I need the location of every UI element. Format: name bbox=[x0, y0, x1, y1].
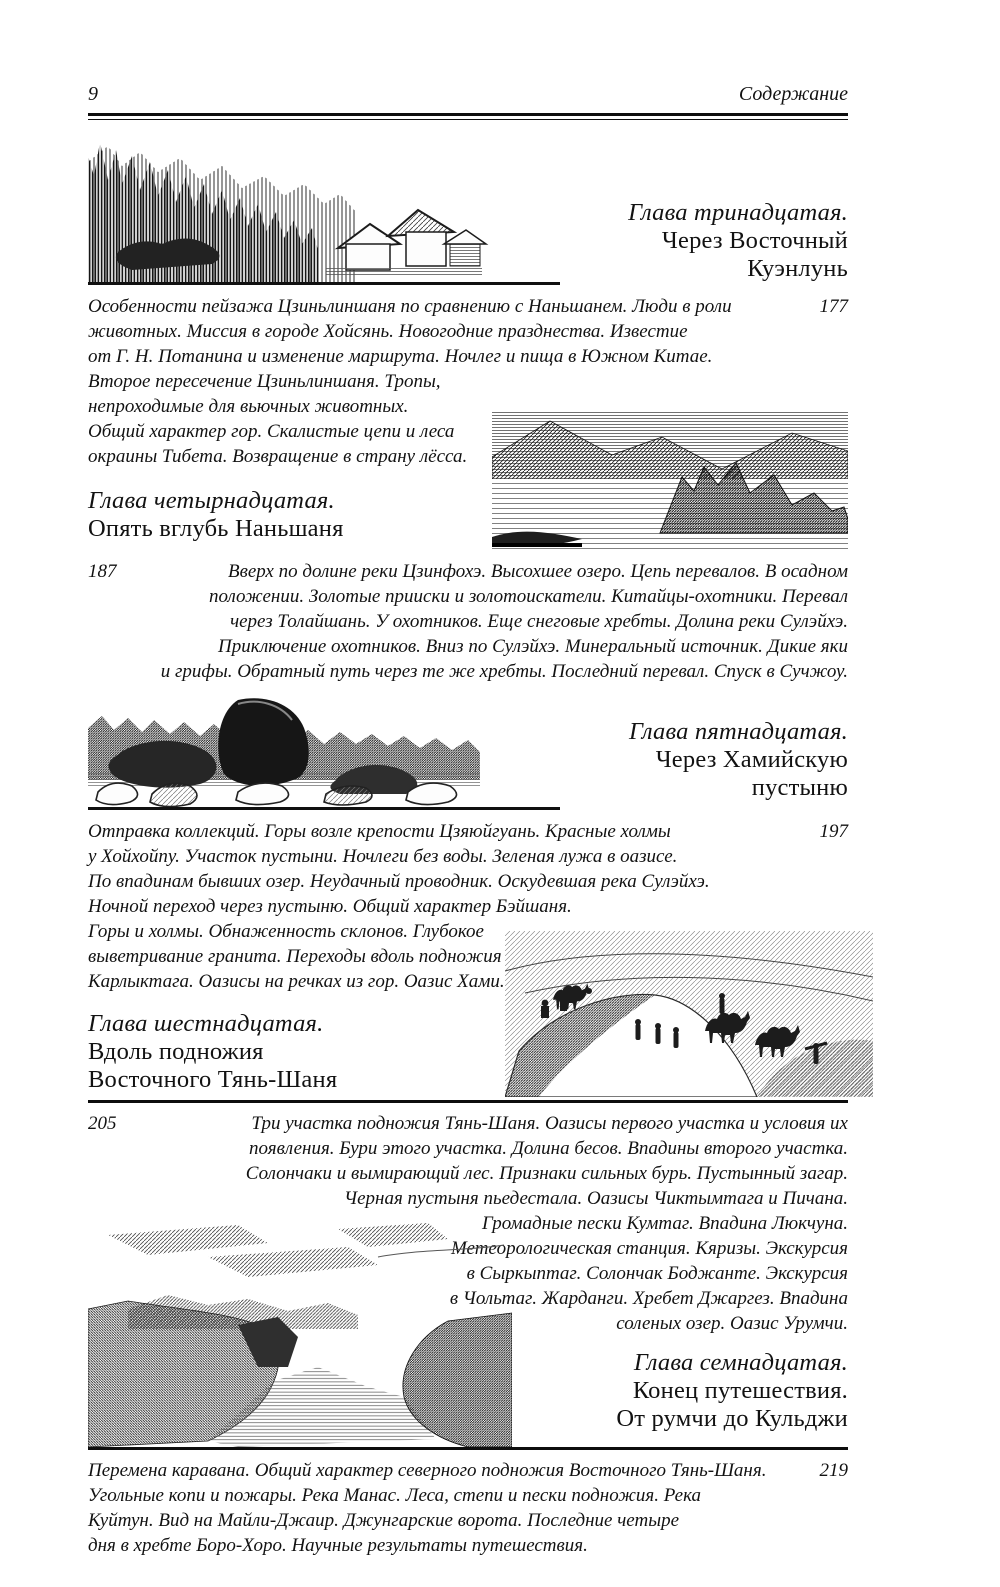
chapter-title-line: Вдоль подножия bbox=[88, 1038, 264, 1065]
section-rule bbox=[88, 1447, 848, 1450]
page-number: 9 bbox=[88, 83, 98, 105]
header-rule bbox=[88, 113, 848, 120]
summary-line: Отправка коллекций. Горы возле крепости Цзяюйгуань. Красные холмы bbox=[88, 821, 671, 842]
left-column bbox=[88, 919, 505, 1097]
summary-line: Три участка подножия Тянь-Шаня. Оазисы первого участка и условия их bbox=[251, 1113, 848, 1134]
chapter-title-lines bbox=[88, 1038, 505, 1094]
summary-line: Угольные копи и пожары. Река Манас. Леса, степи и пески подножия. Река bbox=[88, 1485, 702, 1506]
chapter-title-line: Восточного Тянь-Шаня bbox=[88, 1066, 338, 1093]
summary-line: Громадные пески Кумтаг. Впадина Люкчуна. bbox=[482, 1213, 848, 1234]
summary-line: Горы и холмы. Обнаженность склонов. Глубокое bbox=[88, 921, 484, 942]
illustration-desert-boulders bbox=[88, 694, 560, 810]
summary-line: дня в хребте Боро-Хоро. Научные результаты путешествия. bbox=[88, 1535, 588, 1556]
forest-village-engraving-art bbox=[88, 132, 560, 282]
summary-line: положении. Золотые прииски и золотоискатели. Китайцы-охотники. Перевал bbox=[208, 586, 848, 607]
summary-line: Метеорологическая станция. Кяризы. Экскурсия bbox=[450, 1238, 848, 1259]
chapter-15-banner bbox=[88, 694, 848, 810]
summary-line: Вверх по долине реки Цзинфохэ. Высохшее озеро. Цепь перевалов. В осадном bbox=[228, 561, 848, 582]
chapter-13-heading bbox=[560, 199, 848, 283]
summary-line: По впадинам бывших озер. Неудачный проводник. Оскудевшая река Сулэйхэ. bbox=[88, 871, 710, 892]
section-rule bbox=[88, 1100, 848, 1103]
page-ref: 187 bbox=[88, 561, 117, 582]
mountain-lake-engraving-art bbox=[492, 411, 848, 549]
summary-line: окраины Тибета. Возвращение в страну лёсса. bbox=[88, 446, 468, 467]
chapter-title-line: Через Хамийскую пустыню bbox=[655, 746, 848, 801]
chapter-number-line: Глава четырнадцатая. bbox=[88, 487, 335, 514]
page-ref: 177 bbox=[819, 296, 848, 317]
left-column bbox=[88, 369, 492, 549]
summary-lines bbox=[88, 1458, 848, 1558]
running-title: Содержание bbox=[738, 83, 848, 105]
chapter-title-lines bbox=[560, 746, 848, 802]
summary-line: Приключение охотников. Вниз по Сулэйхэ. Минеральный источник. Дикие яки bbox=[217, 636, 848, 657]
summary-line: соленых озер. Оазис Урумчи. bbox=[616, 1313, 848, 1334]
summary-line: и грифы. Обратный путь через те же хребты. Последний перевал. Спуск в Сучжоу. bbox=[160, 661, 848, 682]
summary-line: у Хойхойпу. Участок пустыни. Ночлеги без воды. Зеленая лужа в оазисе. bbox=[88, 846, 678, 867]
summary-line: от Г. Н. Потанина и изменение маршрута. Ночлег и пища в Южном Китае. bbox=[88, 346, 713, 367]
chapter-number-line: Глава семнадцатая. bbox=[633, 1349, 848, 1376]
summary-line: Карлыктага. Оазисы на речках из гор. Оазис Хами. bbox=[88, 971, 505, 992]
summary-lines-wide bbox=[88, 819, 848, 919]
summary-line: Солончаки и вымирающий лес. Признаки сильных бурь. Пустынный загар. bbox=[245, 1163, 848, 1184]
summary-line: в Сыркыптаг. Солончак Боджанте. Экскурсия bbox=[466, 1263, 848, 1284]
chapter-title-line: От румчи до Кульджи bbox=[616, 1405, 848, 1432]
chapter-title-lines bbox=[560, 227, 848, 283]
chapter-15-heading bbox=[560, 718, 848, 802]
desert-boulders-engraving-art bbox=[88, 694, 560, 807]
chapter-number-line: Глава тринадцатая. bbox=[628, 199, 848, 226]
chapter-16-heading bbox=[88, 1010, 505, 1094]
chapter-14-heading bbox=[88, 487, 492, 543]
chapter-14-summary bbox=[88, 559, 848, 684]
chapter-title-line: Опять вглубь Наньшаня bbox=[88, 515, 344, 542]
summary-line: Второе пересечение Цзиньлиншаня. Тропы, bbox=[88, 371, 441, 392]
summary-line: Ночной переход через пустыню. Общий характер Бэйшаня. bbox=[88, 896, 572, 917]
summary-line: появления. Бури этого участка. Долина бесов. Впадины второго участка. bbox=[249, 1138, 848, 1159]
illustration-forest-village bbox=[88, 132, 560, 285]
summary-line: Общий характер гор. Скалистые цепи и леса bbox=[88, 421, 455, 442]
chapter-13-summary bbox=[88, 294, 848, 549]
mountain-valley-engraving-art bbox=[88, 1217, 512, 1447]
chapter-number-line: Глава пятнадцатая. bbox=[629, 718, 848, 745]
summary-line: Черная пустыня пьедестала. Оазисы Чиктымтага и Пичана. bbox=[344, 1188, 848, 1209]
page-ref: 219 bbox=[819, 1460, 848, 1481]
chapter-13-banner bbox=[88, 132, 848, 285]
summary-line: непроходимые для вьючных животных. bbox=[88, 396, 409, 417]
chapter-title-line: Через Восточный Куэнлунь bbox=[661, 227, 848, 282]
illustration-mountain-valley bbox=[88, 1217, 512, 1447]
chapter-title-lines bbox=[88, 515, 492, 543]
chapter-15-summary bbox=[88, 819, 848, 1097]
summary-lines-narrow bbox=[88, 369, 492, 469]
summary-line: Куйтун. Вид на Майли-Джаир. Джунгарские ворота. Последние четыре bbox=[88, 1510, 680, 1531]
chapter-17-summary bbox=[88, 1458, 848, 1558]
summary-lines-narrow bbox=[88, 919, 505, 994]
chapter-number-line: Глава шестнадцатая. bbox=[88, 1010, 324, 1037]
illustration-mountain-lake bbox=[492, 411, 848, 549]
summary-lines bbox=[88, 559, 848, 684]
chapter-13-narrow-row bbox=[88, 369, 848, 549]
chapter-15-narrow-row bbox=[88, 919, 848, 1097]
summary-lines-wide bbox=[88, 1111, 848, 1211]
summary-line: животных. Миссия в городе Хойсянь. Новогодние празднества. Известие bbox=[88, 321, 688, 342]
page-ref: 205 bbox=[88, 1113, 117, 1134]
page-ref: 197 bbox=[819, 821, 848, 842]
illustration-camel-caravan bbox=[505, 931, 873, 1097]
summary-line: через Толайшань. У охотников. Еще снеговые хребты. Долина реки Сулэйхэ. bbox=[230, 611, 848, 632]
summary-line: выветривание гранита. Переходы вдоль подножия bbox=[88, 946, 502, 967]
chapter-16-summary bbox=[88, 1111, 848, 1443]
summary-lines-wide bbox=[88, 294, 848, 369]
summary-line: Перемена каравана. Общий характер северного подножия Восточного Тянь-Шаня. bbox=[88, 1460, 767, 1481]
summary-line: Особенности пейзажа Цзиньлиншаня по сравнению с Наньшанем. Люди в роли bbox=[88, 296, 732, 317]
camel-caravan-engraving-art bbox=[505, 931, 873, 1097]
chapter-title-line: Конец путешествия. bbox=[632, 1377, 848, 1404]
summary-line: в Чольтаг. Жарданги. Хребет Джаргез. Впадина bbox=[449, 1288, 848, 1309]
page-header bbox=[88, 82, 848, 106]
